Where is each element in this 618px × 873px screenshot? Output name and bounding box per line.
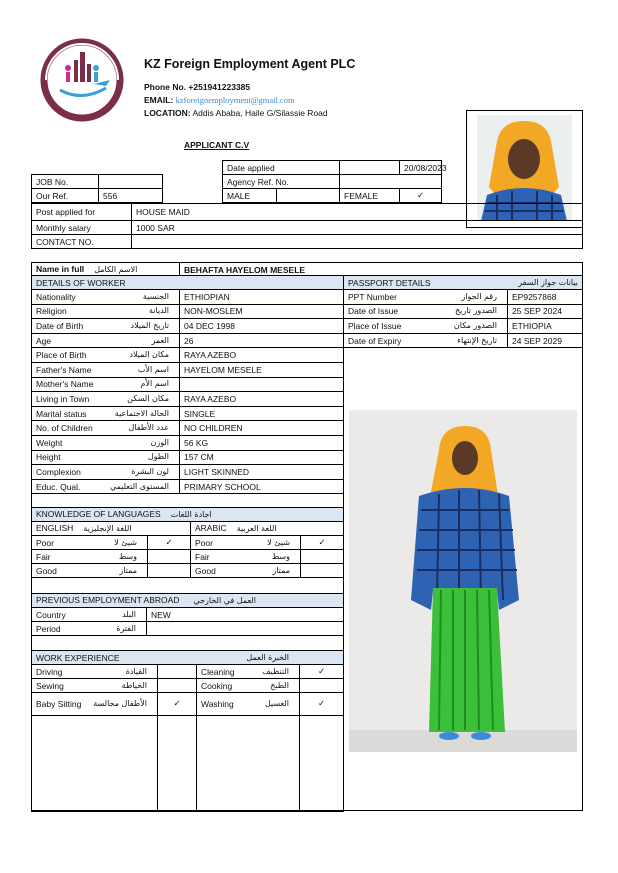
experience-tick[interactable] bbox=[300, 679, 344, 693]
salary-value: 1000 SAR bbox=[132, 221, 583, 235]
table-row bbox=[32, 550, 344, 564]
experience-tick[interactable]: ✓ bbox=[300, 693, 344, 716]
reference-table bbox=[31, 160, 447, 203]
work-experience-table bbox=[31, 650, 344, 812]
name-value: BEHAFTA HAYELOM MESELE bbox=[180, 263, 583, 277]
english-level-label: Poor شيئ لا bbox=[32, 536, 148, 550]
detail-label: Marital status الحالة الاجتماعية bbox=[32, 406, 180, 421]
table-row bbox=[32, 435, 344, 450]
male-label: MALE bbox=[223, 189, 277, 203]
table-row bbox=[32, 406, 344, 421]
experience-tick[interactable] bbox=[158, 665, 197, 679]
passport-label: Place of Issue الصدور مكان bbox=[344, 319, 508, 334]
female-tick[interactable]: ✓ bbox=[400, 189, 442, 203]
passport-label: Date of Expiry تاريخ الإنتهاء bbox=[344, 333, 508, 348]
experience-header: WORK EXPERIENCE الخبرة العمل bbox=[32, 651, 344, 665]
post-label: Post applied for bbox=[32, 204, 132, 221]
arabic-level-label: Fair وسط bbox=[191, 550, 301, 564]
english-level-tick[interactable]: ✓ bbox=[148, 536, 191, 550]
detail-value: RAYA AZEBO bbox=[180, 392, 344, 407]
agency-ref-label: Agency Ref. No. bbox=[223, 175, 340, 189]
experience-blank-tick-left bbox=[158, 716, 197, 812]
detail-value: 56 KG bbox=[180, 435, 344, 450]
detail-label: Living in Town مكان السكن bbox=[32, 392, 180, 407]
detail-label: Age العمر bbox=[32, 333, 180, 348]
detail-label: Place of Birth مكان الميلاد bbox=[32, 348, 180, 363]
worker-details-table bbox=[31, 275, 344, 494]
english-level-tick[interactable] bbox=[148, 550, 191, 564]
detail-value: 157 CM bbox=[180, 450, 344, 465]
detail-value: 04 DEC 1998 bbox=[180, 319, 344, 334]
table-row bbox=[32, 377, 344, 392]
passport-header: PASSPORT DETAILS بيانات جواز السفر bbox=[344, 276, 583, 290]
previous-employment-table bbox=[31, 593, 344, 636]
experience-blank-right bbox=[197, 716, 300, 812]
table-row bbox=[344, 319, 583, 334]
email-value[interactable]: kzforeignemployment@gmail.com bbox=[175, 95, 295, 105]
table-row bbox=[32, 479, 344, 494]
detail-value: LIGHT SKINNED bbox=[180, 465, 344, 480]
passport-label: Date of Issue الصدور تاريخ bbox=[344, 304, 508, 319]
table-row bbox=[32, 564, 344, 578]
detail-value: 26 bbox=[180, 333, 344, 348]
table-row bbox=[32, 362, 344, 377]
passport-label: PPT Number رقم الجواز bbox=[344, 290, 508, 305]
male-tick[interactable] bbox=[277, 189, 340, 203]
experience-blank-tick-right bbox=[300, 716, 344, 812]
table-row bbox=[32, 319, 344, 334]
experience-tick[interactable]: ✓ bbox=[300, 665, 344, 679]
agency-ref-value[interactable] bbox=[340, 175, 442, 189]
detail-label: Father's Name اسم الأب bbox=[32, 362, 180, 377]
arabic-level-tick[interactable] bbox=[301, 564, 344, 578]
table-row bbox=[32, 665, 344, 679]
cv-title: APPLICANT C.V bbox=[184, 140, 250, 150]
phone-label: Phone No. bbox=[144, 82, 187, 92]
passport-value: 25 SEP 2024 bbox=[508, 304, 583, 319]
table-row bbox=[32, 333, 344, 348]
experience-tick[interactable] bbox=[158, 679, 197, 693]
arabic-label: ARABIC اللغة العربية bbox=[191, 522, 344, 536]
country-label: Country البلد bbox=[32, 608, 147, 622]
date-applied-value: 20/08/2023 bbox=[400, 161, 442, 175]
languages-header: KNOWLEDGE OF LANGUAGES اجادة اللغات bbox=[32, 508, 344, 522]
experience-label: Sewing الخياطة bbox=[32, 679, 158, 693]
table-row bbox=[344, 290, 583, 305]
detail-label: Height الطول bbox=[32, 450, 180, 465]
table-row bbox=[32, 450, 344, 465]
table-row bbox=[32, 392, 344, 407]
experience-label: Cleaning التنظيف bbox=[197, 665, 300, 679]
detail-label: Nationality الجنسية bbox=[32, 290, 180, 305]
company-phone bbox=[144, 82, 250, 92]
post-table bbox=[31, 203, 583, 249]
detail-value: NON-MOSLEM bbox=[180, 304, 344, 319]
detail-label: Mother's Name اسم الأم bbox=[32, 377, 180, 392]
detail-label: Date of Birth تاريخ الميلاد bbox=[32, 319, 180, 334]
detail-value: RAYA AZEBO bbox=[180, 348, 344, 363]
passport-value: 24 SEP 2029 bbox=[508, 333, 583, 348]
table-row bbox=[32, 290, 344, 305]
table-row bbox=[32, 348, 344, 363]
detail-value: HAYELOM MESELE bbox=[180, 362, 344, 377]
languages-table bbox=[31, 507, 344, 578]
location-label: LOCATION: bbox=[144, 108, 191, 118]
table-row bbox=[32, 465, 344, 480]
full-body-photo bbox=[349, 410, 577, 752]
detail-label: No. of Children عدد الأطفال bbox=[32, 421, 180, 436]
arabic-level-tick[interactable] bbox=[301, 550, 344, 564]
detail-value bbox=[180, 377, 344, 392]
experience-tick[interactable]: ✓ bbox=[158, 693, 197, 716]
period-value[interactable] bbox=[147, 622, 344, 636]
our-ref-label: Our Ref. bbox=[32, 189, 99, 203]
english-level-label: Good ممتاز bbox=[32, 564, 148, 578]
post-value: HOUSE MAID bbox=[132, 204, 583, 221]
arabic-level-label: Poor شيئ لا bbox=[191, 536, 301, 550]
previous-header: PREVIOUS EMPLOYMENT ABROAD العمل في الخارجي bbox=[32, 594, 344, 608]
date-applied-label: Date applied bbox=[223, 161, 340, 175]
experience-blank-left bbox=[32, 716, 158, 812]
table-row bbox=[32, 679, 344, 693]
table-row bbox=[344, 348, 583, 362]
table-row bbox=[32, 536, 344, 550]
experience-label: Cooking الطبخ bbox=[197, 679, 300, 693]
company-email bbox=[144, 95, 295, 105]
passport-value: EP9257868 bbox=[508, 290, 583, 305]
female-label: FEMALE bbox=[340, 189, 400, 203]
country-value: NEW bbox=[147, 608, 344, 622]
detail-label: Weight الوزن bbox=[32, 435, 180, 450]
english-label: ENGLISH اللغة الإنجليزية bbox=[32, 522, 191, 536]
details-header: DETAILS OF WORKER bbox=[32, 276, 344, 290]
english-level-label: Fair وسط bbox=[32, 550, 148, 564]
name-label: Name in full الاسم الكامل bbox=[32, 263, 180, 277]
email-label: EMAIL: bbox=[144, 95, 174, 105]
passport-photo-area bbox=[344, 348, 583, 362]
experience-label: Baby Sitting الأطفال مجالسة bbox=[32, 693, 158, 716]
table-row bbox=[32, 693, 344, 716]
company-logo bbox=[40, 38, 124, 122]
arabic-level-tick[interactable]: ✓ bbox=[301, 536, 344, 550]
detail-value: NO CHILDREN bbox=[180, 421, 344, 436]
detail-label: Educ. Qual. المستوى التعليمي bbox=[32, 479, 180, 494]
detail-label: Complexion لون البشرة bbox=[32, 465, 180, 480]
job-no-value[interactable] bbox=[99, 175, 163, 189]
detail-value: SINGLE bbox=[180, 406, 344, 421]
arabic-level-label: Good ممتاز bbox=[191, 564, 301, 578]
salary-label: Monthly salary bbox=[32, 221, 132, 235]
table-row bbox=[32, 421, 344, 436]
job-no-label: JOB No. bbox=[32, 175, 99, 189]
detail-label: Religion الديانة bbox=[32, 304, 180, 319]
passport-table bbox=[343, 275, 583, 361]
passport-value: ETHIOPIA bbox=[508, 319, 583, 334]
our-ref-value: 556 bbox=[99, 189, 163, 203]
english-level-tick[interactable] bbox=[148, 564, 191, 578]
phone-value: +251941223385 bbox=[188, 82, 251, 92]
table-row bbox=[344, 333, 583, 348]
table-row bbox=[32, 304, 344, 319]
detail-value: ETHIOPIAN bbox=[180, 290, 344, 305]
experience-label: Driving القيادة bbox=[32, 665, 158, 679]
period-label: Period الفترة bbox=[32, 622, 147, 636]
company-location bbox=[144, 108, 328, 118]
table-row bbox=[344, 304, 583, 319]
detail-value: PRIMARY SCHOOL bbox=[180, 479, 344, 494]
experience-label: Washing الغسيل bbox=[197, 693, 300, 716]
contact-label: CONTACT NO. bbox=[32, 235, 132, 249]
location-value: Addis Ababa, Haile G/Silassie Road bbox=[192, 108, 328, 118]
company-name: KZ Foreign Employment Agent PLC bbox=[144, 57, 356, 71]
contact-value[interactable] bbox=[132, 235, 583, 249]
